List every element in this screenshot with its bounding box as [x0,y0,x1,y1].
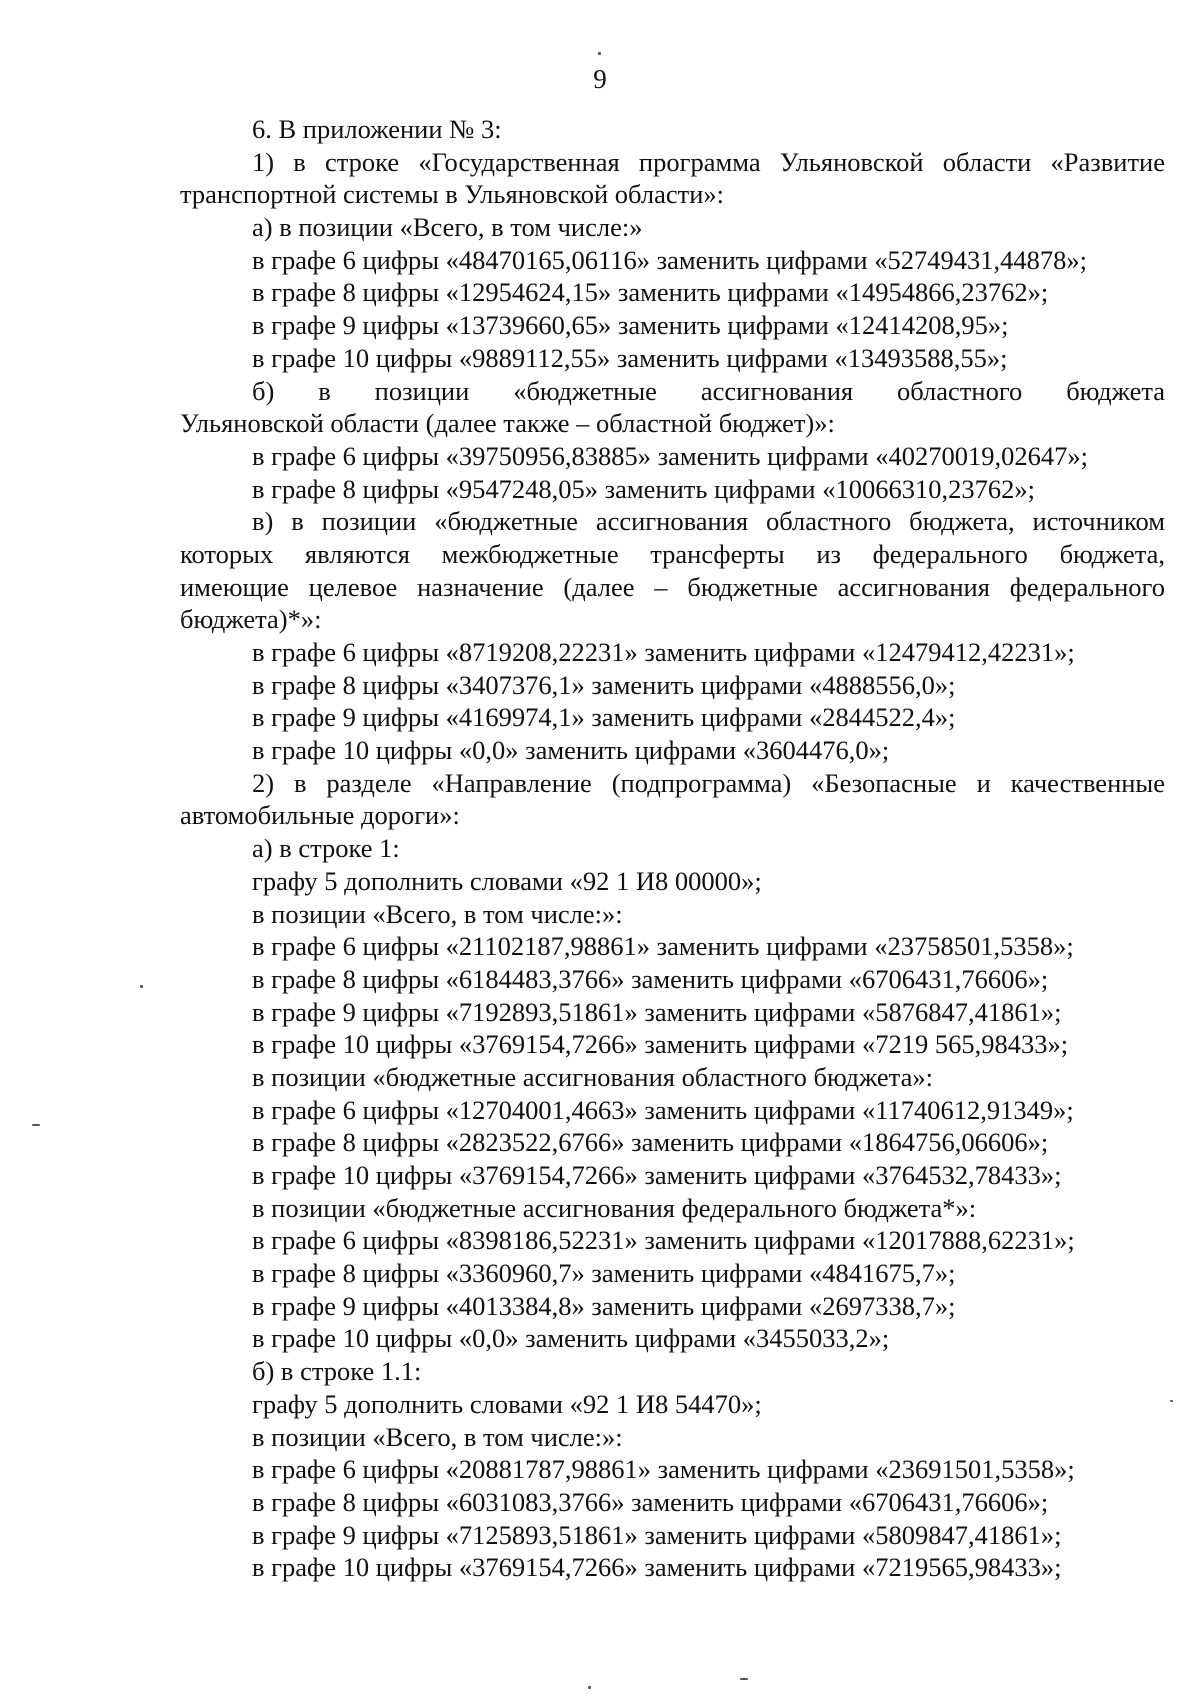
scan-speck [1170,1400,1173,1402]
scan-speck [740,1678,748,1680]
paragraph-line: Ульяновской области (далее также – областной бюджет)»: [180,408,835,439]
paragraph-line: в графе 8 цифры «9547248,05» заменить цифрами «10066310,23762»; [252,473,1035,504]
paragraph-line: в графе 6 цифры «39750956,83885» заменить цифрами «40270019,02647»; [252,440,1088,471]
document-body [180,113,1165,1584]
paragraph-line: автомобильные дороги»: [180,800,460,831]
paragraph-line: 1) в строке «Государственная программа Ульяновской области «Развитие [252,146,1165,177]
paragraph-line: б) в позиции «бюджетные ассигнования областного бюджета [252,375,1165,406]
paragraph-line: транспортной системы в Ульяновской области»: [180,179,725,210]
section-heading: 6. В приложении № 3: [252,114,502,144]
paragraph-line: в) в позиции «бюджетные ассигнования областного бюджета, источником [252,506,1165,537]
paragraph-line: в графе 9 цифры «7125893,51861» заменить цифрами «5809847,41861»; [252,1519,1062,1550]
paragraph-line: в графе 10 цифры «3769154,7266» заменить цифрами «3764532,78433»; [252,1160,1062,1190]
paragraph-line: в графе 8 цифры «6184483,3766» заменить цифрами «6706431,76606»; [252,963,1049,994]
paragraph-line: в позиции «Всего, в том числе:»: [252,898,623,929]
paragraph-line: графу 5 дополнить словами «92 1 И8 54470»; [252,1388,762,1419]
paragraph-line: в позиции «Всего, в том числе:»: [252,1421,623,1452]
paragraph-line: бюджета)*»: [180,604,322,635]
paragraph-line: в графе 10 цифры «3769154,7266» заменить цифрами «7219 565,98433»; [252,1029,1069,1060]
paragraph-line: в графе 6 цифры «20881787,98861» заменить цифрами «23691501,5358»; [252,1454,1075,1485]
page-number: 9 [593,64,607,94]
paragraph-line: а) в строке 1: [252,833,400,864]
paragraph-line: в графе 8 цифры «12954624,15» заменить цифрами «14954866,23762»; [252,277,1049,308]
paragraph-line: в графе 6 цифры «48470165,06116» заменить цифрами «52749431,44878»; [252,244,1087,275]
paragraph-line: в графе 8 цифры «3360960,7» заменить цифрами «4841675,7»; [252,1258,956,1289]
paragraph-line: в графе 6 цифры «12704001,4663» заменить цифрами «11740612,91349»; [252,1094,1074,1125]
paragraph-line: в графе 10 цифры «3769154,7266» заменить цифрами «7219565,98433»; [252,1552,1062,1583]
paragraph-line: в графе 6 цифры «8398186,52231» заменить цифрами «12017888,62231»; [252,1225,1075,1256]
scan-speck [32,1124,40,1126]
paragraph-line: 2) в разделе «Направление (подпрограмма) «Безопасные и качественные [252,767,1165,798]
paragraph-line: имеющие целевое назначение (далее – бюджетные ассигнования федерального [180,571,1165,602]
paragraph-line: в графе 10 цифры «0,0» заменить цифрами «3604476,0»; [252,735,890,766]
paragraph-line: в графе 9 цифры «13739660,65» заменить цифрами «12414208,95»; [252,310,1009,341]
scan-speck [588,1686,591,1689]
paragraph-line: в графе 9 цифры «4169974,1» заменить цифрами «2844522,4»; [252,702,956,733]
paragraph-line: в графе 9 цифры «7192893,51861» заменить цифрами «5876847,41861»; [252,996,1062,1027]
paragraph-line: которых являются межбюджетные трансферты из федерального бюджета, [180,538,1165,569]
paragraph-line: в графе 10 цифры «0,0» заменить цифрами «3455033,2»; [252,1323,890,1354]
paragraph-line: в графе 6 цифры «8719208,22231» заменить цифрами «12479412,42231»; [252,637,1075,667]
paragraph-line: а) в позиции «Всего, в том числе:» [252,212,643,243]
paragraph-line: графу 5 дополнить словами «92 1 И8 00000»; [252,865,762,896]
scan-speck [140,985,143,988]
paragraph-line: в графе 8 цифры «6031083,3766» заменить цифрами «6706431,76606»; [252,1486,1049,1517]
paragraph-line: в графе 6 цифры «21102187,98861» заменить цифрами «23758501,5358»; [252,931,1074,962]
paragraph-line: в графе 8 цифры «2823522,6766» заменить цифрами «1864756,06606»; [252,1127,1049,1158]
paragraph-line: в графе 8 цифры «3407376,1» заменить цифрами «4888556,0»; [252,669,956,700]
paragraph-line: в позиции «бюджетные ассигнования федерального бюджета*»: [252,1192,977,1223]
paragraph-line: б) в строке 1.1: [252,1356,422,1387]
paragraph-line: в позиции «бюджетные ассигнования областного бюджета»: [252,1061,933,1092]
paragraph-line: в графе 10 цифры «9889112,55» заменить цифрами «13493588,55»; [252,342,1008,373]
scan-speck [598,52,601,55]
paragraph-line: в графе 9 цифры «4013384,8» заменить цифрами «2697338,7»; [252,1290,956,1321]
